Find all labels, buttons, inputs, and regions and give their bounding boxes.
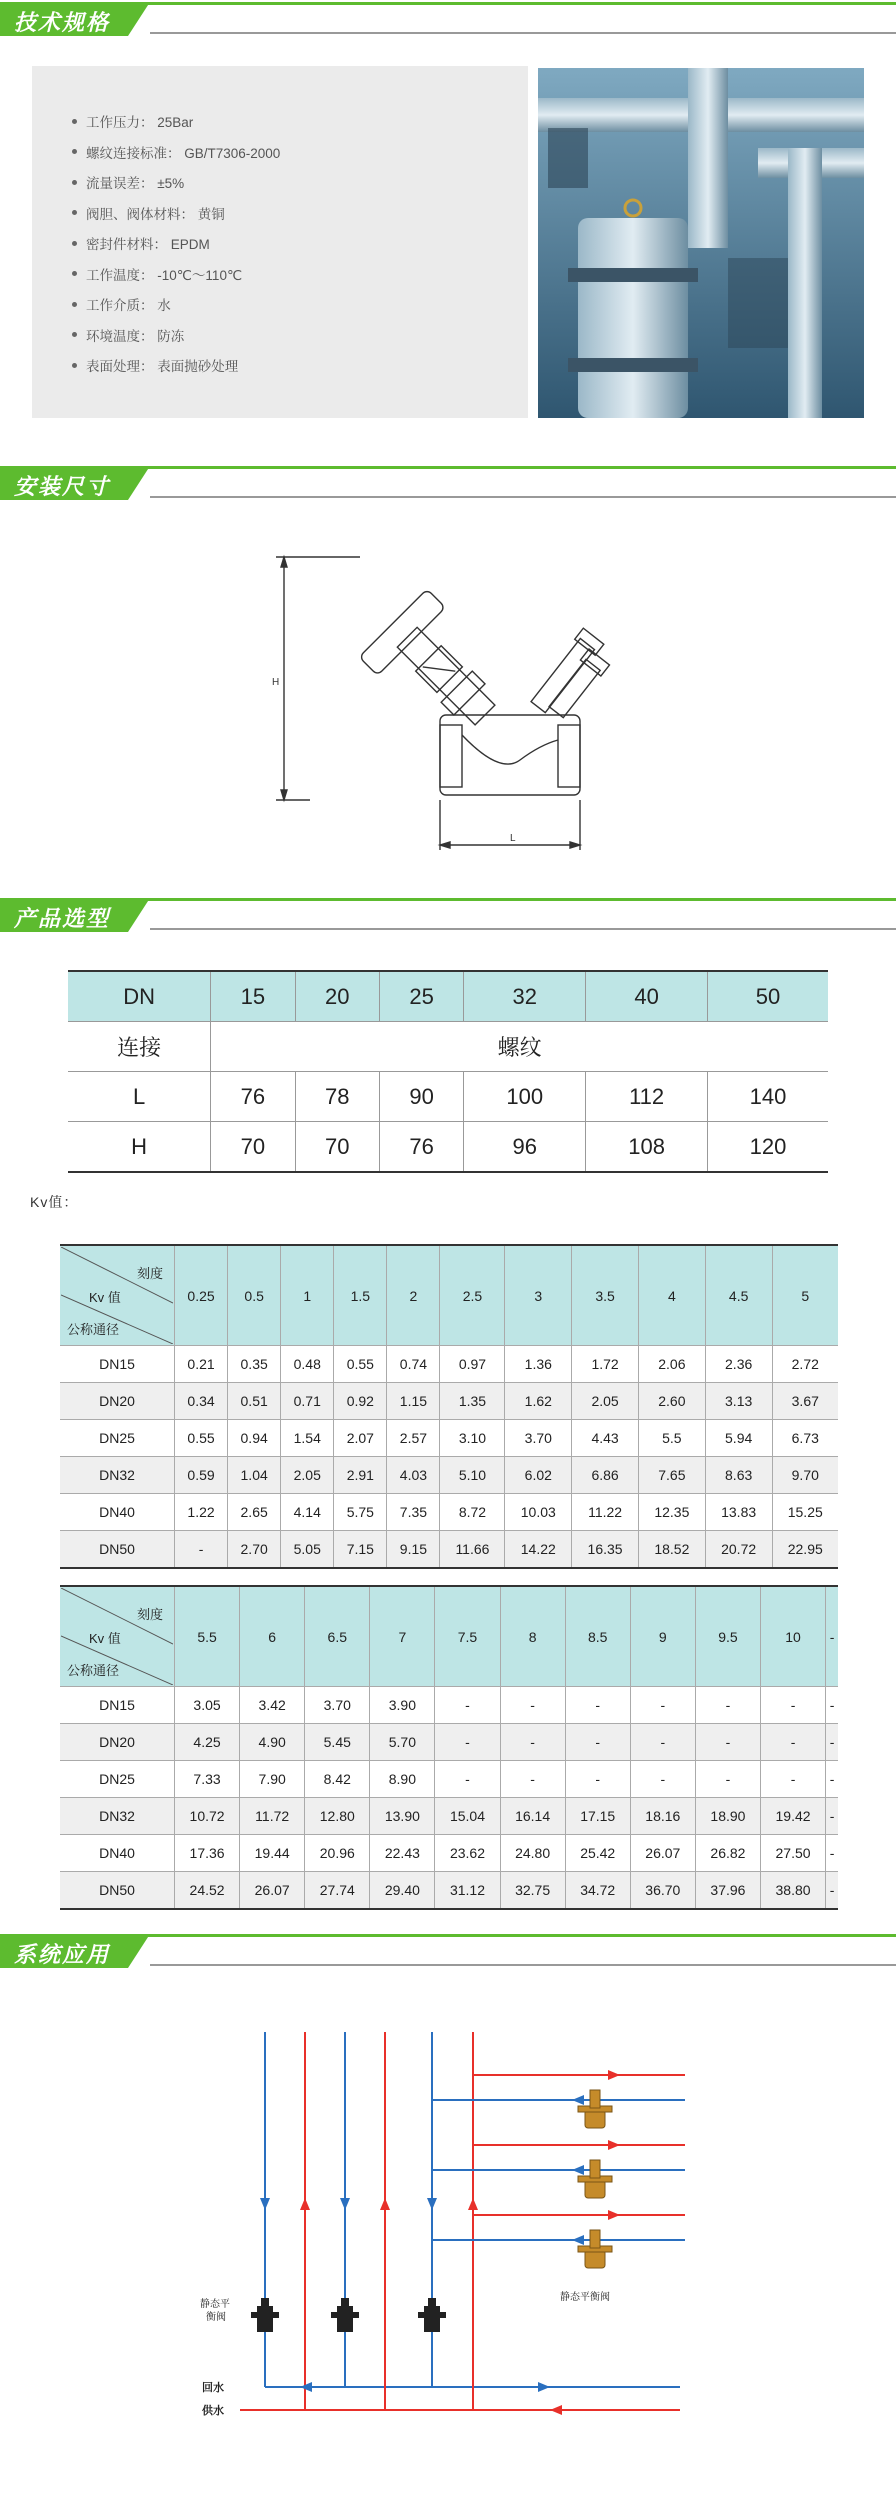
table-row <box>60 1531 838 1569</box>
table-header-row <box>60 1586 838 1687</box>
table-cell: 26.82 <box>695 1835 760 1872</box>
table-cell: 4.90 <box>240 1724 305 1761</box>
header-cell: 4.5 <box>705 1245 772 1346</box>
table-cell: 11.66 <box>440 1531 505 1569</box>
supply-label: 供水 <box>202 2404 224 2417</box>
table-cell: - <box>500 1761 565 1798</box>
row-label: DN40 <box>60 1494 175 1531</box>
table-cell: 10.72 <box>175 1798 240 1835</box>
bullet-icon <box>72 363 77 368</box>
table-cell: 3.70 <box>505 1420 572 1457</box>
table-cell: 1.35 <box>440 1383 505 1420</box>
table-cell: 3.42 <box>240 1687 305 1724</box>
table-cell: - <box>826 1872 838 1910</box>
header-cell: 25 <box>379 971 463 1022</box>
table-cell: 18.16 <box>630 1798 695 1835</box>
table-cell: 9.15 <box>387 1531 440 1569</box>
spec-text: 流量误差： ±5% <box>86 176 185 191</box>
table-cell: 76 <box>211 1072 295 1122</box>
divider <box>150 32 896 34</box>
table-cell: 34.72 <box>565 1872 630 1910</box>
scale-label: 刻度 <box>136 1266 163 1281</box>
table-cell: - <box>760 1724 825 1761</box>
table-cell: 2.05 <box>572 1383 639 1420</box>
table-cell: 1.04 <box>228 1457 281 1494</box>
table-cell: 10.03 <box>505 1494 572 1531</box>
table-cell: - <box>760 1687 825 1724</box>
valve-dimension-drawing <box>270 545 650 865</box>
table-cell: 11.72 <box>240 1798 305 1835</box>
spec-item <box>72 169 280 200</box>
header-cell: 1.5 <box>334 1245 387 1346</box>
kv-table-2 <box>60 1585 838 1910</box>
table-row <box>60 1494 838 1531</box>
row-label: 连接 <box>68 1022 211 1072</box>
table-cell: 2.60 <box>638 1383 705 1420</box>
table-cell: - <box>695 1761 760 1798</box>
table-row <box>60 1457 838 1494</box>
row-label: DN32 <box>60 1798 175 1835</box>
bullet-icon <box>72 271 77 276</box>
table-cell: 4.43 <box>572 1420 639 1457</box>
dimension-table <box>68 970 828 1173</box>
corner-header <box>60 1586 175 1687</box>
table-row <box>60 1687 838 1724</box>
table-cell: 7.65 <box>638 1457 705 1494</box>
table-cell: 20.96 <box>305 1835 370 1872</box>
divider <box>150 928 896 930</box>
table-cell: 4.03 <box>387 1457 440 1494</box>
table-cell: 5.70 <box>370 1724 435 1761</box>
table-row <box>60 1724 838 1761</box>
section-header-tech <box>0 0 896 44</box>
table-cell: 16.35 <box>572 1531 639 1569</box>
table-cell: 0.74 <box>387 1346 440 1383</box>
header-cell: 9 <box>630 1586 695 1687</box>
row-label: L <box>68 1072 211 1122</box>
table-cell: - <box>695 1687 760 1724</box>
table-cell: 5.75 <box>334 1494 387 1531</box>
table-row <box>68 1072 828 1122</box>
table-cell: 7.15 <box>334 1531 387 1569</box>
header-cell: 0.5 <box>228 1245 281 1346</box>
section-title: 安装尺寸 <box>14 475 111 500</box>
bullet-icon <box>72 149 77 154</box>
kv-label: Kv值： <box>30 1194 79 1210</box>
header-cell: 32 <box>464 971 586 1022</box>
table-cell: 3.10 <box>440 1420 505 1457</box>
table-cell: 5.05 <box>281 1531 334 1569</box>
table-cell: 6.02 <box>505 1457 572 1494</box>
left-valve-label-2: 衡阀 <box>206 2312 226 2323</box>
row-label: DN20 <box>60 1383 175 1420</box>
row-label: DN15 <box>60 1346 175 1383</box>
spec-text: 工作介质： 水 <box>86 298 171 313</box>
header-cell: 20 <box>295 971 379 1022</box>
table-cell: 1.36 <box>505 1346 572 1383</box>
row-label: DN50 <box>60 1531 175 1569</box>
table-cell: - <box>435 1687 500 1724</box>
table-cell: 0.94 <box>228 1420 281 1457</box>
left-valve-label-1: 静态平 <box>200 2299 230 2310</box>
header-cell: 8.5 <box>565 1586 630 1687</box>
section-title: 技术规格 <box>14 11 111 36</box>
table-cell: - <box>435 1724 500 1761</box>
table-cell: 25.42 <box>565 1835 630 1872</box>
table-cell: 70 <box>295 1122 379 1173</box>
row-label: DN20 <box>60 1724 175 1761</box>
spec-text: 工作压力： 25Bar <box>86 115 194 130</box>
section-title: 系统应用 <box>14 1943 111 1968</box>
table-cell: 1.15 <box>387 1383 440 1420</box>
table-cell: 7.33 <box>175 1761 240 1798</box>
table-cell: - <box>565 1687 630 1724</box>
table-cell: - <box>630 1687 695 1724</box>
table-cell: 0.34 <box>175 1383 228 1420</box>
spec-item <box>72 200 280 231</box>
table-cell: 3.67 <box>772 1383 838 1420</box>
table-cell: 2.36 <box>705 1346 772 1383</box>
industrial-photo <box>538 68 864 418</box>
table-cell: 13.83 <box>705 1494 772 1531</box>
table-cell: 26.07 <box>630 1835 695 1872</box>
bullet-icon <box>72 241 77 246</box>
table-cell: 76 <box>379 1122 463 1173</box>
table-cell: 19.42 <box>760 1798 825 1835</box>
table-cell: 5.5 <box>638 1420 705 1457</box>
table-row <box>60 1835 838 1872</box>
table-cell: - <box>500 1724 565 1761</box>
dn-label: 公称通径 <box>67 1322 120 1337</box>
table-cell: 24.80 <box>500 1835 565 1872</box>
header-cell: 40 <box>586 971 708 1022</box>
section-header-install <box>0 464 896 508</box>
header-cell: 8 <box>500 1586 565 1687</box>
table-cell: 1.72 <box>572 1346 639 1383</box>
table-cell: 3.13 <box>705 1383 772 1420</box>
header-cell: - <box>826 1586 838 1687</box>
table-cell: - <box>500 1687 565 1724</box>
table-row <box>60 1761 838 1798</box>
table-cell: 3.70 <box>305 1687 370 1724</box>
table-cell: 0.55 <box>334 1346 387 1383</box>
table-cell: 27.74 <box>305 1872 370 1910</box>
table-cell: - <box>695 1724 760 1761</box>
spec-text: 螺纹连接标准： GB/T7306-2000 <box>86 145 281 161</box>
table-row <box>60 1872 838 1910</box>
right-valve-label: 静态平衡阀 <box>560 2292 610 2303</box>
dim-l-label: L <box>510 833 516 844</box>
bullet-icon <box>72 119 77 124</box>
table-cell: 9.70 <box>772 1457 838 1494</box>
spec-text: 表面处理： 表面抛砂处理 <box>86 359 239 374</box>
row-label: DN25 <box>60 1420 175 1457</box>
table-row <box>68 1022 828 1072</box>
table-row <box>60 1346 838 1383</box>
header-cell: 7.5 <box>435 1586 500 1687</box>
row-label: DN40 <box>60 1835 175 1872</box>
table-cell: 29.40 <box>370 1872 435 1910</box>
table-cell: 13.90 <box>370 1798 435 1835</box>
table-cell: 24.52 <box>175 1872 240 1910</box>
table-cell: 15.04 <box>435 1798 500 1835</box>
table-cell: 20.72 <box>705 1531 772 1569</box>
table-row <box>68 1122 828 1173</box>
header-cell: DN <box>68 971 211 1022</box>
table-cell: 31.12 <box>435 1872 500 1910</box>
header-cell: 3 <box>505 1245 572 1346</box>
table-row <box>60 1383 838 1420</box>
header-cell: 6 <box>240 1586 305 1687</box>
divider <box>150 496 896 498</box>
table-row <box>60 1420 838 1457</box>
header-cell: 5.5 <box>175 1586 240 1687</box>
table-cell: 22.95 <box>772 1531 838 1569</box>
spec-text: 密封件材料： EPDM <box>86 237 210 252</box>
header-cell: 50 <box>708 971 828 1022</box>
table-cell: 2.65 <box>228 1494 281 1531</box>
table-cell: 0.21 <box>175 1346 228 1383</box>
table-cell: 36.70 <box>630 1872 695 1910</box>
table-cell: - <box>826 1835 838 1872</box>
spec-list <box>72 108 280 383</box>
spec-text: 环境温度： 防冻 <box>86 328 185 344</box>
kv-value-label: Kv 值 <box>89 1290 121 1305</box>
spec-item <box>72 230 280 261</box>
table-cell: 22.43 <box>370 1835 435 1872</box>
table-cell: 37.96 <box>695 1872 760 1910</box>
table-cell: 3.05 <box>175 1687 240 1724</box>
table-cell: - <box>435 1761 500 1798</box>
table-cell: 0.51 <box>228 1383 281 1420</box>
table-cell: 17.15 <box>565 1798 630 1835</box>
bullet-icon <box>72 302 77 307</box>
table-cell: 78 <box>295 1072 379 1122</box>
table-cell: 0.48 <box>281 1346 334 1383</box>
row-label: H <box>68 1122 211 1173</box>
table-cell: 27.50 <box>760 1835 825 1872</box>
table-cell: - <box>826 1724 838 1761</box>
divider <box>150 1964 896 1966</box>
scale-label: 刻度 <box>136 1607 163 1622</box>
bullet-icon <box>72 210 77 215</box>
section-header-app <box>0 1932 896 1976</box>
table-cell: 19.44 <box>240 1835 305 1872</box>
row-label: DN15 <box>60 1687 175 1724</box>
table-cell: - <box>760 1761 825 1798</box>
table-cell: 4.25 <box>175 1724 240 1761</box>
table-cell: 2.05 <box>281 1457 334 1494</box>
table-cell: 14.22 <box>505 1531 572 1569</box>
table-cell: 90 <box>379 1072 463 1122</box>
bullet-icon <box>72 180 77 185</box>
table-cell: 3.90 <box>370 1687 435 1724</box>
table-cell: 140 <box>708 1072 828 1122</box>
table-cell: 18.52 <box>638 1531 705 1569</box>
table-cell: 5.94 <box>705 1420 772 1457</box>
table-cell: 32.75 <box>500 1872 565 1910</box>
header-cell: 10 <box>760 1586 825 1687</box>
table-cell: 17.36 <box>175 1835 240 1872</box>
spec-item <box>72 139 280 170</box>
table-cell: 112 <box>586 1072 708 1122</box>
table-header-row <box>68 971 828 1022</box>
table-cell: 18.90 <box>695 1798 760 1835</box>
header-cell: 9.5 <box>695 1586 760 1687</box>
spec-item <box>72 291 280 322</box>
table-cell: 0.71 <box>281 1383 334 1420</box>
header-cell: 7 <box>370 1586 435 1687</box>
table-cell: 11.22 <box>572 1494 639 1531</box>
table-cell: 100 <box>464 1072 586 1122</box>
table-cell: - <box>826 1798 838 1835</box>
table-cell: 1.54 <box>281 1420 334 1457</box>
row-label: DN50 <box>60 1872 175 1910</box>
section-title: 产品选型 <box>14 907 111 932</box>
table-cell: 5.10 <box>440 1457 505 1494</box>
return-label: 回水 <box>202 2381 224 2394</box>
table-cell: 26.07 <box>240 1872 305 1910</box>
table-cell: 螺纹 <box>211 1022 828 1072</box>
header-cell: 2.5 <box>440 1245 505 1346</box>
table-cell: 0.55 <box>175 1420 228 1457</box>
header-cell: 4 <box>638 1245 705 1346</box>
header-cell: 6.5 <box>305 1586 370 1687</box>
header-cell: 15 <box>211 971 295 1022</box>
corner-header <box>60 1245 175 1346</box>
table-cell: 0.92 <box>334 1383 387 1420</box>
table-cell: - <box>630 1761 695 1798</box>
table-cell: 38.80 <box>760 1872 825 1910</box>
dim-h-label: H <box>272 677 280 688</box>
bullet-icon <box>72 332 77 337</box>
table-cell: - <box>565 1761 630 1798</box>
table-cell: 96 <box>464 1122 586 1173</box>
table-cell: 8.63 <box>705 1457 772 1494</box>
table-cell: - <box>630 1724 695 1761</box>
spec-item <box>72 108 280 139</box>
table-cell: 8.42 <box>305 1761 370 1798</box>
table-cell: - <box>826 1761 838 1798</box>
table-cell: 2.70 <box>228 1531 281 1569</box>
kv-value-label: Kv 值 <box>89 1631 121 1646</box>
table-cell: 23.62 <box>435 1835 500 1872</box>
system-diagram <box>180 2020 700 2420</box>
table-cell: 8.72 <box>440 1494 505 1531</box>
table-cell: 15.25 <box>772 1494 838 1531</box>
table-cell: 7.90 <box>240 1761 305 1798</box>
section-header-select <box>0 896 896 940</box>
header-cell: 3.5 <box>572 1245 639 1346</box>
header-cell: 1 <box>281 1245 334 1346</box>
row-label: DN32 <box>60 1457 175 1494</box>
table-cell: 16.14 <box>500 1798 565 1835</box>
spec-item <box>72 322 280 353</box>
table-cell: 12.80 <box>305 1798 370 1835</box>
table-cell: 2.06 <box>638 1346 705 1383</box>
table-header-row <box>60 1245 838 1346</box>
table-cell: 120 <box>708 1122 828 1173</box>
table-cell: 108 <box>586 1122 708 1173</box>
header-cell: 0.25 <box>175 1245 228 1346</box>
header-cell: 2 <box>387 1245 440 1346</box>
table-cell: 0.97 <box>440 1346 505 1383</box>
table-cell: 2.91 <box>334 1457 387 1494</box>
table-cell: 12.35 <box>638 1494 705 1531</box>
table-cell: 0.35 <box>228 1346 281 1383</box>
table-row <box>60 1798 838 1835</box>
table-cell: - <box>826 1687 838 1724</box>
table-cell: - <box>175 1531 228 1569</box>
table-cell: 70 <box>211 1122 295 1173</box>
table-cell: 6.73 <box>772 1420 838 1457</box>
dn-label: 公称通径 <box>67 1663 120 1678</box>
row-label: DN25 <box>60 1761 175 1798</box>
table-cell: 1.62 <box>505 1383 572 1420</box>
kv-table-1 <box>60 1244 838 1569</box>
spec-item <box>72 261 280 292</box>
table-cell: - <box>565 1724 630 1761</box>
spec-text: 工作温度： -10℃～110℃ <box>86 267 243 283</box>
header-cell: 5 <box>772 1245 838 1346</box>
table-cell: 1.22 <box>175 1494 228 1531</box>
spec-text: 阀胆、阀体材料： 黄铜 <box>86 206 225 222</box>
table-cell: 4.14 <box>281 1494 334 1531</box>
table-cell: 6.86 <box>572 1457 639 1494</box>
table-cell: 0.59 <box>175 1457 228 1494</box>
table-cell: 2.57 <box>387 1420 440 1457</box>
table-cell: 7.35 <box>387 1494 440 1531</box>
table-cell: 2.07 <box>334 1420 387 1457</box>
table-cell: 2.72 <box>772 1346 838 1383</box>
spec-panel <box>32 66 528 418</box>
table-cell: 8.90 <box>370 1761 435 1798</box>
table-cell: 5.45 <box>305 1724 370 1761</box>
spec-item <box>72 352 280 383</box>
